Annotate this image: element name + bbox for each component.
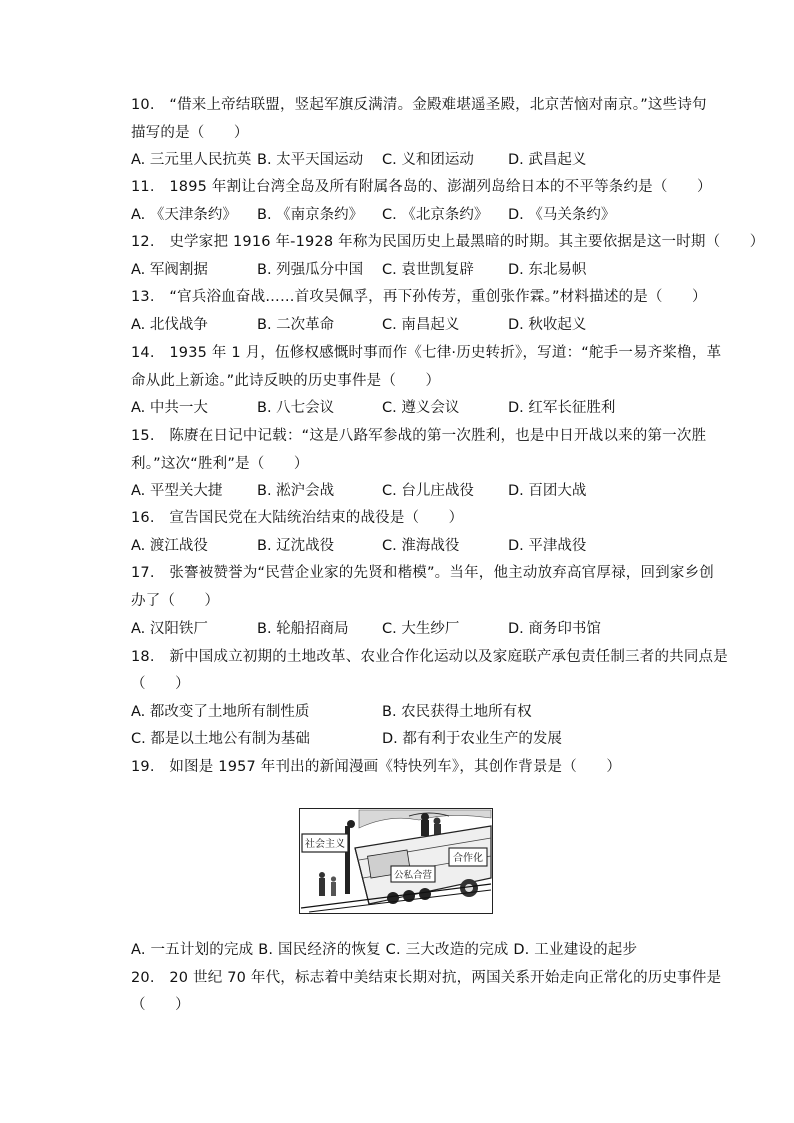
- question-15-text-cont: 利。”这次“胜利”是（ ）: [131, 456, 309, 472]
- question-15-options: [131, 481, 701, 501]
- question-18-text-cont: （ ）: [131, 676, 190, 692]
- cartoon-illustration: [299, 808, 493, 914]
- option-c[interactable]: C. 遵义会议: [382, 400, 460, 416]
- option-d[interactable]: D. 《马关条约》: [508, 207, 616, 223]
- option-c[interactable]: C. 都是以土地公有制为基础: [131, 731, 310, 747]
- question-17-text-cont: 办了（ ）: [131, 593, 220, 609]
- option-b[interactable]: B. 二次革命: [257, 317, 335, 333]
- question-11-text: 11. 1895 年割让台湾全岛及所有附属各岛的、澎湖列岛给日本的不平等条约是（ ）: [131, 179, 712, 195]
- question-14-options: [131, 398, 701, 418]
- option-a[interactable]: A. 平型关大捷: [131, 483, 223, 499]
- question-12-text: 12. 史学家把 1916 年-1928 年称为民国历史上最黑暗的时期。其主要依据是这一时期（ ）: [131, 234, 765, 250]
- option-b[interactable]: B. 列强瓜分中国: [257, 262, 364, 278]
- question-12-options: [131, 260, 701, 280]
- option-c[interactable]: C. 大生纱厂: [382, 621, 460, 637]
- option-c[interactable]: C. 《北京条约》: [382, 207, 489, 223]
- option-c[interactable]: C. 义和团运动: [382, 152, 474, 168]
- option-c[interactable]: C. 台儿庄战役: [382, 483, 474, 499]
- option-d[interactable]: D. 平津战役: [508, 538, 587, 554]
- option-a[interactable]: A. 中共一大: [131, 400, 208, 416]
- option-a[interactable]: A. 都改变了土地所有制性质: [131, 704, 310, 720]
- option-a[interactable]: A. 汉阳铁厂: [131, 621, 208, 637]
- option-b[interactable]: B. 农民获得土地所有权: [382, 704, 532, 720]
- question-19-options[interactable]: A. 一五计划的完成 B. 国民经济的恢复 C. 三大改造的完成 D. 工业建设的起步: [131, 942, 638, 958]
- option-c[interactable]: C. 南昌起义: [382, 317, 460, 333]
- cartoon-express-train: [299, 808, 493, 914]
- question-13-text: 13. “官兵浴血奋战……首攻吴佩孚，再下孙传芳，重创张作霖。”材料描述的是（ ）: [131, 289, 707, 305]
- question-18-options-row2: [131, 729, 701, 749]
- sign-socialism: 社会主义: [305, 839, 345, 850]
- option-a[interactable]: A. 军阀割据: [131, 262, 208, 278]
- question-16-options: [131, 536, 701, 556]
- question-11-options: [131, 205, 701, 225]
- question-20-text: 20. 20 世纪 70 年代，标志着中美结束长期对抗，两国关系开始走向正常化的历史事件是: [131, 970, 722, 986]
- option-d[interactable]: D. 红军长征胜利: [508, 400, 616, 416]
- option-a[interactable]: A. 北伐战争: [131, 317, 208, 333]
- option-d[interactable]: D. 武昌起义: [508, 152, 587, 168]
- option-b[interactable]: B. 轮船招商局: [257, 621, 349, 637]
- question-15-text: 15. 陈赓在日记中记载：“这是八路军参战的第一次胜利，也是中日开战以来的第一次胜: [131, 428, 707, 444]
- option-b[interactable]: B. 八七会议: [257, 400, 335, 416]
- question-19-text: 19. 如图是 1957 年刊出的新闻漫画《特快列车》，其创作背景是（ ）: [131, 759, 622, 775]
- question-20-text-cont: （ ）: [131, 997, 190, 1013]
- question-10-text: 10. “借来上帝结联盟，竖起军旗反满清。金殿难堪遥圣殿，北京苦恼对南京。”这些诗句: [131, 97, 707, 113]
- option-a[interactable]: A. 渡江战役: [131, 538, 208, 554]
- option-d[interactable]: D. 秋收起义: [508, 317, 587, 333]
- option-c[interactable]: C. 淮海战役: [382, 538, 460, 554]
- question-14-text: 14. 1935 年 1 月，伍修权感慨时事而作《七律·历史转折》，写道：“舵手一易齐桨橹，革: [131, 345, 722, 361]
- question-14-text-cont: 命从此上新途。”此诗反映的历史事件是（ ）: [131, 373, 441, 389]
- option-b[interactable]: B. 辽沈战役: [257, 538, 335, 554]
- question-17-options: [131, 619, 701, 639]
- question-16-text: 16. 宣告国民党在大陆统治结束的战役是（ ）: [131, 510, 464, 526]
- option-d[interactable]: D. 商务印书馆: [508, 621, 601, 637]
- option-a[interactable]: A. 《天津条约》: [131, 207, 237, 223]
- option-a[interactable]: A. 三元里人民抗英: [131, 152, 252, 168]
- question-18-options-row1: [131, 702, 701, 722]
- option-c[interactable]: C. 袁世凯复辟: [382, 262, 474, 278]
- sign-cooperation: 合作化: [453, 853, 483, 864]
- option-d[interactable]: D. 都有利于农业生产的发展: [382, 731, 562, 747]
- sign-joint-venture: 公私合营: [393, 870, 433, 881]
- option-b[interactable]: B. 太平天国运动: [257, 152, 364, 168]
- option-b[interactable]: B. 淞沪会战: [257, 483, 335, 499]
- question-18-text: 18. 新中国成立初期的土地改革、农业合作化运动以及家庭联产承包责任制三者的共同点是: [131, 649, 728, 665]
- option-d[interactable]: D. 百团大战: [508, 483, 587, 499]
- question-10-text-cont: 描写的是（ ）: [131, 125, 249, 141]
- question-17-text: 17. 张謇被赞誉为“民营企业家的先贤和楷模”。当年，他主动放弃高官厚禄，回到家乡创: [131, 565, 714, 581]
- question-10-options: [131, 150, 701, 170]
- question-13-options: [131, 315, 701, 335]
- option-b[interactable]: B. 《南京条约》: [257, 207, 364, 223]
- option-d[interactable]: D. 东北易帜: [508, 262, 587, 278]
